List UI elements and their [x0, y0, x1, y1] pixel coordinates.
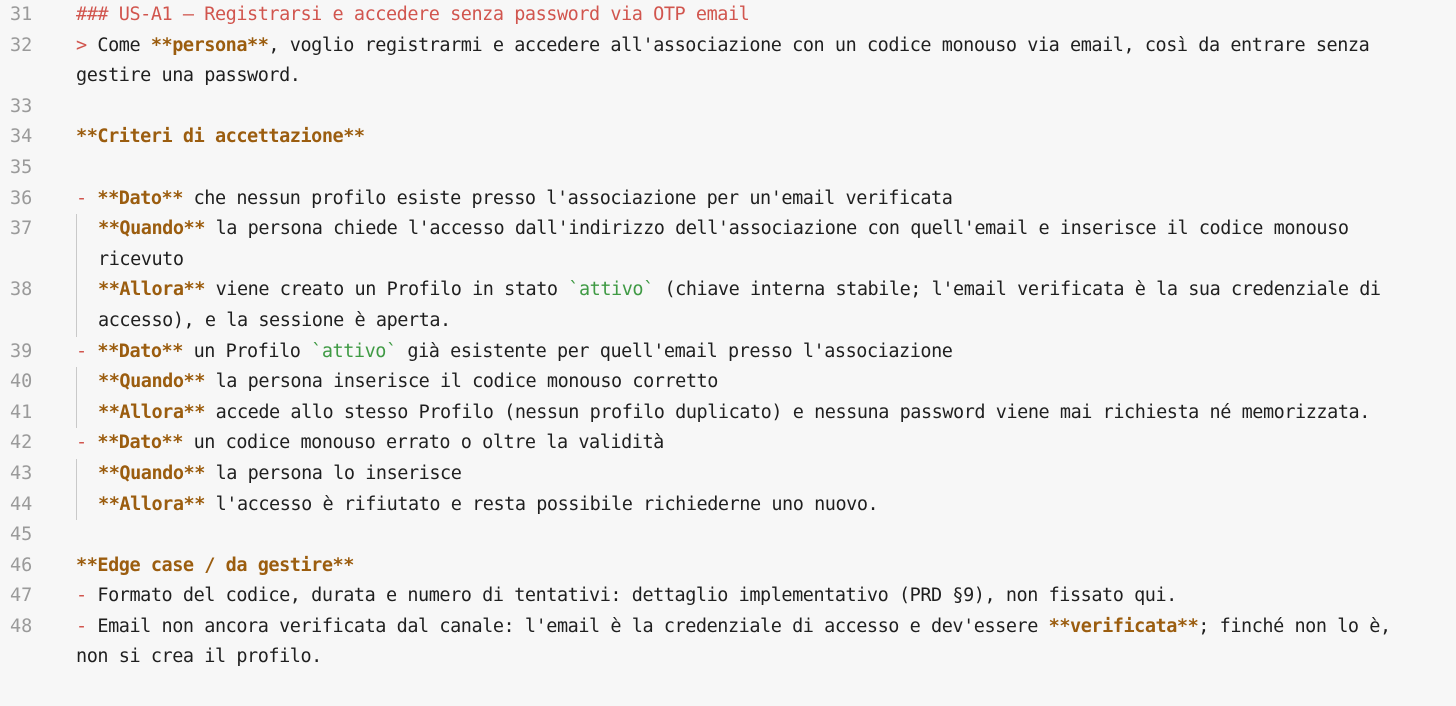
line-content[interactable] — [76, 0, 1456, 31]
line-number: 48 — [10, 615, 33, 637]
line-number: 45 — [10, 524, 33, 546]
editor-line — [0, 367, 1456, 398]
editor-line — [0, 214, 1456, 275]
bold-text: **Quando** — [98, 462, 205, 484]
text-segment: la persona chiede l'accesso dall'indirizzo dell'associazione con quell'email e inserisce il codice monouso ricevuto — [98, 218, 1360, 270]
list-bullet: - — [76, 615, 98, 637]
bold-text: **Dato** — [97, 340, 183, 362]
line-content[interactable] — [76, 612, 1456, 673]
bold-text: **Allora** — [98, 279, 205, 301]
line-number: 42 — [10, 432, 33, 454]
line-content[interactable] — [76, 367, 1456, 398]
text-segment: Formato del codice, durata e numero di tentativi: dettaglio implementativo (PRD §9), non fissato qui. — [97, 585, 1177, 607]
text-segment: già esistente per quell'email presso l'associazione — [396, 340, 953, 362]
blockquote-marker: > — [76, 34, 98, 56]
inline-code: `attivo` — [568, 279, 654, 301]
editor-line — [0, 490, 1456, 521]
bold-text: **persona** — [150, 34, 269, 56]
editor-line — [0, 398, 1456, 429]
editor-line — [0, 0, 1456, 31]
line-number: 33 — [10, 95, 33, 117]
line-number: 37 — [10, 218, 33, 240]
line-number: 47 — [10, 585, 33, 607]
editor-line — [0, 520, 1456, 551]
text-segment: la persona lo inserisce — [204, 462, 462, 484]
text-segment: viene creato un Profilo in stato — [204, 279, 569, 301]
line-content[interactable] — [76, 398, 1456, 429]
line-number: 40 — [10, 371, 33, 393]
text-segment: un codice monouso errato o oltre la validità — [182, 432, 664, 454]
line-number: 44 — [10, 493, 33, 515]
text-segment: ; finché non lo è, non si crea il profilo. — [76, 615, 1402, 668]
editor-line — [0, 612, 1456, 673]
text-segment: l'accesso è rifiutato e resta possibile richiederne uno nuovo. — [204, 493, 879, 515]
line-number: 39 — [10, 340, 33, 362]
bold-text: **Dato** — [97, 432, 183, 454]
line-number: 38 — [10, 279, 33, 301]
text-segment: che nessun profilo esiste presso l'associazione per un'email verificata — [182, 187, 953, 209]
line-content[interactable] — [76, 459, 1456, 490]
editor-line — [0, 31, 1456, 92]
line-content[interactable] — [76, 551, 1456, 582]
list-bullet: - — [76, 585, 98, 607]
list-bullet: - — [76, 187, 98, 209]
line-content[interactable] — [76, 122, 1456, 153]
editor-line — [0, 153, 1456, 184]
editor-line — [0, 428, 1456, 459]
editor-line — [0, 551, 1456, 582]
line-content[interactable] — [76, 275, 1456, 336]
line-number: 34 — [10, 126, 33, 148]
text-segment: Email non ancora verificata dal canale: l'email è la credenziale di accesso e dev'essere — [97, 615, 1049, 637]
line-number: 46 — [10, 554, 33, 576]
text-segment: un Profilo — [182, 340, 312, 362]
bold-text: **Quando** — [98, 371, 205, 393]
list-bullet: - — [76, 432, 98, 454]
bold-text: **Allora** — [98, 401, 205, 423]
text-segment: , voglio registrarmi e accedere all'associazione con un codice monouso via email, così da entrare senza gestire una password. — [76, 34, 1380, 87]
line-content[interactable] — [76, 31, 1456, 92]
text-segment: Come — [97, 34, 151, 56]
editor-line — [0, 275, 1456, 336]
line-number: 31 — [10, 4, 33, 25]
text-segment: (chiave interna stabile; l'email verificata è la sua credenziale di accesso), e la sessione è aperta. — [98, 279, 1392, 331]
bold-text: **Quando** — [98, 218, 205, 240]
line-number: 43 — [10, 462, 33, 484]
section-title: **Edge case / da gestire** — [76, 554, 354, 576]
line-content[interactable] — [76, 428, 1456, 459]
line-content[interactable] — [76, 581, 1456, 612]
bold-text: **verificata** — [1048, 615, 1199, 637]
story-heading: ### US-A1 — Registrarsi e accedere senza password via OTP email — [76, 4, 750, 25]
line-content[interactable] — [76, 337, 1456, 368]
editor-line — [0, 92, 1456, 123]
editor-line — [0, 581, 1456, 612]
line-number: 36 — [10, 187, 33, 209]
line-content[interactable] — [76, 490, 1456, 521]
editor-line — [0, 184, 1456, 215]
line-number: 41 — [10, 401, 33, 423]
line-number: 32 — [10, 34, 33, 56]
line-number: 35 — [10, 156, 33, 178]
editor-line — [0, 459, 1456, 490]
bold-text: **Dato** — [97, 187, 183, 209]
editor-line — [0, 122, 1456, 153]
text-segment: la persona inserisce il codice monouso corretto — [204, 371, 718, 393]
section-title: **Criteri di accettazione** — [76, 126, 365, 148]
editor-line — [0, 337, 1456, 368]
inline-code: `attivo` — [311, 340, 397, 362]
bold-text: **Allora** — [98, 493, 205, 515]
line-content[interactable] — [76, 214, 1456, 275]
list-bullet: - — [76, 340, 98, 362]
text-segment: accede allo stesso Profilo (nessun profilo duplicato) e nessuna password viene mai richiesta né memorizzata. — [204, 401, 1370, 423]
line-content[interactable] — [76, 184, 1456, 215]
